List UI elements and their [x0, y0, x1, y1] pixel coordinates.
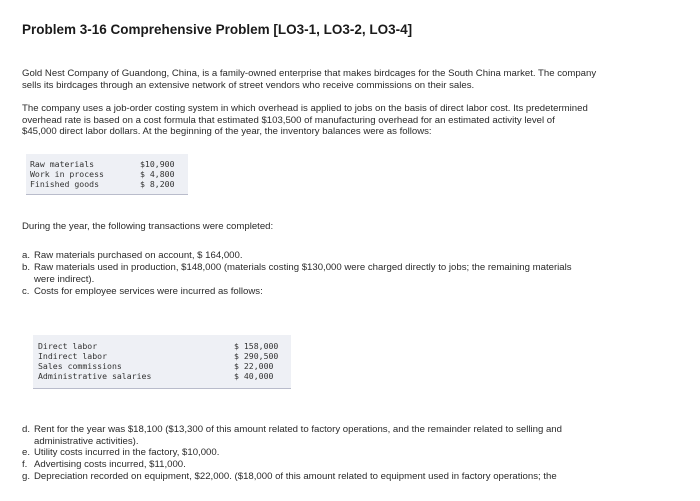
item-marker: c.	[22, 286, 30, 297]
problem-title: Problem 3-16 Comprehensive Problem [LO3-1, LO3-2, LO3-4]	[22, 22, 413, 37]
transactions-intro-text: During the year, the following transactions were completed:	[22, 221, 274, 232]
table-row	[26, 179, 188, 189]
employee-cost-value: $ 290,500	[234, 351, 279, 361]
item-line: Rent for the year was $18,100 ($13,300 of this amount related to factory operations, and the remainder related to selling and	[34, 424, 562, 435]
item-line: Depreciation recorded on equipment, $22,000. ($18,000 of this amount related to equipment used in factory operations; the	[34, 471, 557, 482]
page-cutoff	[0, 492, 700, 501]
item-text	[34, 447, 219, 459]
inventory-value: $ 4,800	[140, 169, 175, 179]
item-text	[34, 250, 243, 262]
item-line: Costs for employee services were incurred as follows:	[34, 286, 263, 297]
item-line: Advertising costs incurred, $11,000.	[34, 459, 186, 470]
inventory-label: Finished goods	[30, 179, 100, 189]
item-line: were indirect).	[34, 273, 95, 285]
item-marker: b.	[22, 262, 31, 273]
employee-cost-value: $ 158,000	[234, 341, 279, 351]
employee-cost-value: $ 22,000	[234, 361, 274, 371]
transactions-list-abc	[22, 250, 684, 310]
employee-costs-table	[33, 335, 291, 389]
employee-cost-label: Direct labor	[38, 341, 98, 351]
inventory-label: Raw materials	[30, 159, 95, 169]
inventory-value: $10,900	[140, 159, 175, 169]
employee-cost-label: Administrative salaries	[38, 371, 152, 381]
item-line: Raw materials purchased on account, $ 164,000.	[34, 250, 243, 261]
item-marker: f.	[22, 459, 28, 470]
costing-line: overhead rate is based on a cost formula that estimated $103,500 of manufacturing overhead for an estimated activity level of	[22, 114, 555, 126]
transactions-list-defg	[22, 424, 684, 494]
item-marker: e.	[22, 447, 31, 458]
intro-line: Gold Nest Company of Guandong, China, is a family-owned enterprise that makes birdcages for the South China market. The company	[22, 68, 597, 79]
table-row	[33, 341, 291, 351]
inventory-balances-table	[26, 154, 188, 195]
table-row	[33, 371, 291, 381]
item-line: administrative activities).	[34, 435, 139, 447]
transactions-intro	[22, 221, 684, 233]
item-text	[34, 424, 562, 447]
item-text	[34, 459, 186, 471]
item-text	[34, 471, 557, 483]
table-row	[26, 159, 188, 169]
intro-line: sells its birdcages through an extensive network of street vendors who receive commissions on their sales.	[22, 79, 475, 91]
inventory-value: $ 8,200	[140, 179, 175, 189]
item-marker: a.	[22, 250, 31, 261]
costing-paragraph	[22, 103, 684, 138]
table-row	[33, 351, 291, 361]
inventory-label: Work in process	[30, 169, 104, 179]
item-text	[34, 262, 572, 285]
employee-cost-label: Indirect labor	[38, 351, 108, 361]
intro-paragraph	[22, 68, 684, 91]
item-marker: d.	[22, 424, 31, 435]
item-marker: g.	[22, 471, 31, 482]
employee-cost-value: $ 40,000	[234, 371, 274, 381]
employee-cost-label: Sales commissions	[38, 361, 122, 371]
item-line: Raw materials used in production, $148,000 (materials costing $130,000 were charged directly to jobs; the remaining materials	[34, 262, 572, 273]
item-line: Utility costs incurred in the factory, $10,000.	[34, 447, 220, 458]
costing-line: The company uses a job-order costing system in which overhead is applied to jobs on the basis of direct labor cost. Its predetermined	[22, 103, 588, 114]
item-text	[34, 286, 263, 298]
table-row	[26, 169, 188, 179]
table-row	[33, 361, 291, 371]
costing-line: $45,000 direct labor dollars. At the beginning of the year, the inventory balances were as follows:	[22, 126, 432, 137]
